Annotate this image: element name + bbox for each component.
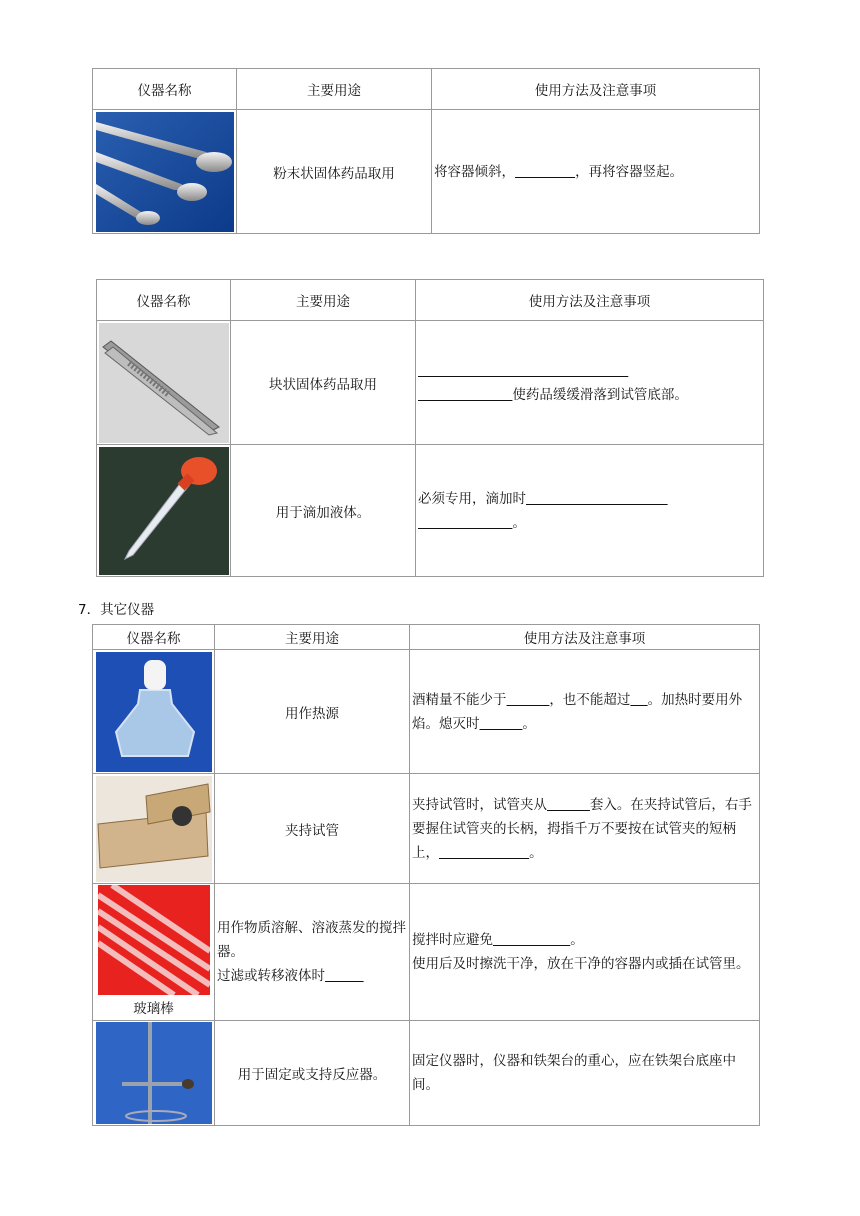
stand-use: 用于固定或支持反应器。: [215, 1021, 410, 1126]
tweezers-use: 块状固体药品取用: [231, 321, 416, 445]
table-tweezers-dropper: [96, 279, 764, 577]
clamp-image-cell: [93, 774, 215, 884]
answer-blank[interactable]: [507, 692, 550, 708]
answer-blank[interactable]: [526, 491, 668, 507]
answer-blank[interactable]: [325, 968, 364, 984]
tweezers-method: 使药品缓缓滑落到试管底部。: [416, 321, 764, 445]
stand-method: 固定仪器时，仪器和铁架台的重心，应在铁架台底座中间。: [410, 1021, 760, 1126]
answer-blank[interactable]: [630, 692, 647, 708]
tweezers-image-cell: [97, 321, 231, 445]
table-spoon: [92, 68, 760, 234]
header-use: 主要用途: [215, 625, 410, 650]
header-name: 仪器名称: [93, 625, 215, 650]
answer-blank[interactable]: [515, 164, 575, 180]
header-use: 主要用途: [231, 280, 416, 321]
answer-blank[interactable]: [418, 387, 512, 403]
glass-rod-caption: 玻璃棒: [133, 1001, 174, 1017]
dropper-image: [99, 447, 229, 575]
tweezers-image: [99, 323, 229, 443]
spoon-method: 将容器倾斜， ，再将容器竖起。: [432, 110, 760, 234]
answer-blank[interactable]: [493, 932, 570, 948]
header-name: 仪器名称: [97, 280, 231, 321]
section-title: 7．其它仪器: [78, 602, 155, 618]
spoon-image-cell: [93, 110, 237, 234]
glass-rod-image: [98, 885, 210, 995]
stand-image-cell: [93, 1021, 215, 1126]
iron-stand-image: [96, 1022, 212, 1124]
table-other-instruments: [92, 624, 760, 1126]
dropper-method: 必须专用，滴加时 。: [416, 445, 764, 577]
answer-blank[interactable]: [547, 797, 590, 813]
header-name: 仪器名称: [93, 69, 237, 110]
rod-method: 搅拌时应避免 。 使用后及时擦洗干净，放在干净的容器内或插在试管里。: [410, 884, 760, 1021]
test-tube-clamp-image: [96, 776, 212, 882]
lamp-image-cell: [93, 650, 215, 774]
medicine-spoon-image: [96, 112, 234, 232]
header-method: 使用方法及注意事项: [410, 625, 760, 650]
dropper-image-cell: [97, 445, 231, 577]
spoon-use: 粉末状固体药品取用: [237, 110, 432, 234]
header-method: 使用方法及注意事项: [432, 69, 760, 110]
dropper-use: 用于滴加液体。: [231, 445, 416, 577]
header-use: 主要用途: [237, 69, 432, 110]
rod-use: 用作物质溶解、溶液蒸发的搅拌器。 过滤或转移液体时: [215, 884, 410, 1021]
answer-blank[interactable]: [418, 515, 512, 531]
lamp-method: 酒精量不能少于 ，也不能超过 。加热时要用外焰。熄灭时 。: [410, 650, 760, 774]
clamp-use: 夹持试管: [215, 774, 410, 884]
answer-blank[interactable]: [480, 716, 523, 732]
lamp-use: 用作热源: [215, 650, 410, 774]
answer-blank[interactable]: [418, 363, 628, 379]
answer-blank[interactable]: [439, 845, 529, 861]
header-method: 使用方法及注意事项: [416, 280, 764, 321]
alcohol-lamp-image: [96, 652, 212, 772]
rod-image-cell: [93, 884, 215, 1021]
clamp-method: 夹持试管时，试管夹从 套入。在夹持试管后，右手要握住试管夹的长柄，拇指千万不要按在试管夹的短柄上， 。: [410, 774, 760, 884]
